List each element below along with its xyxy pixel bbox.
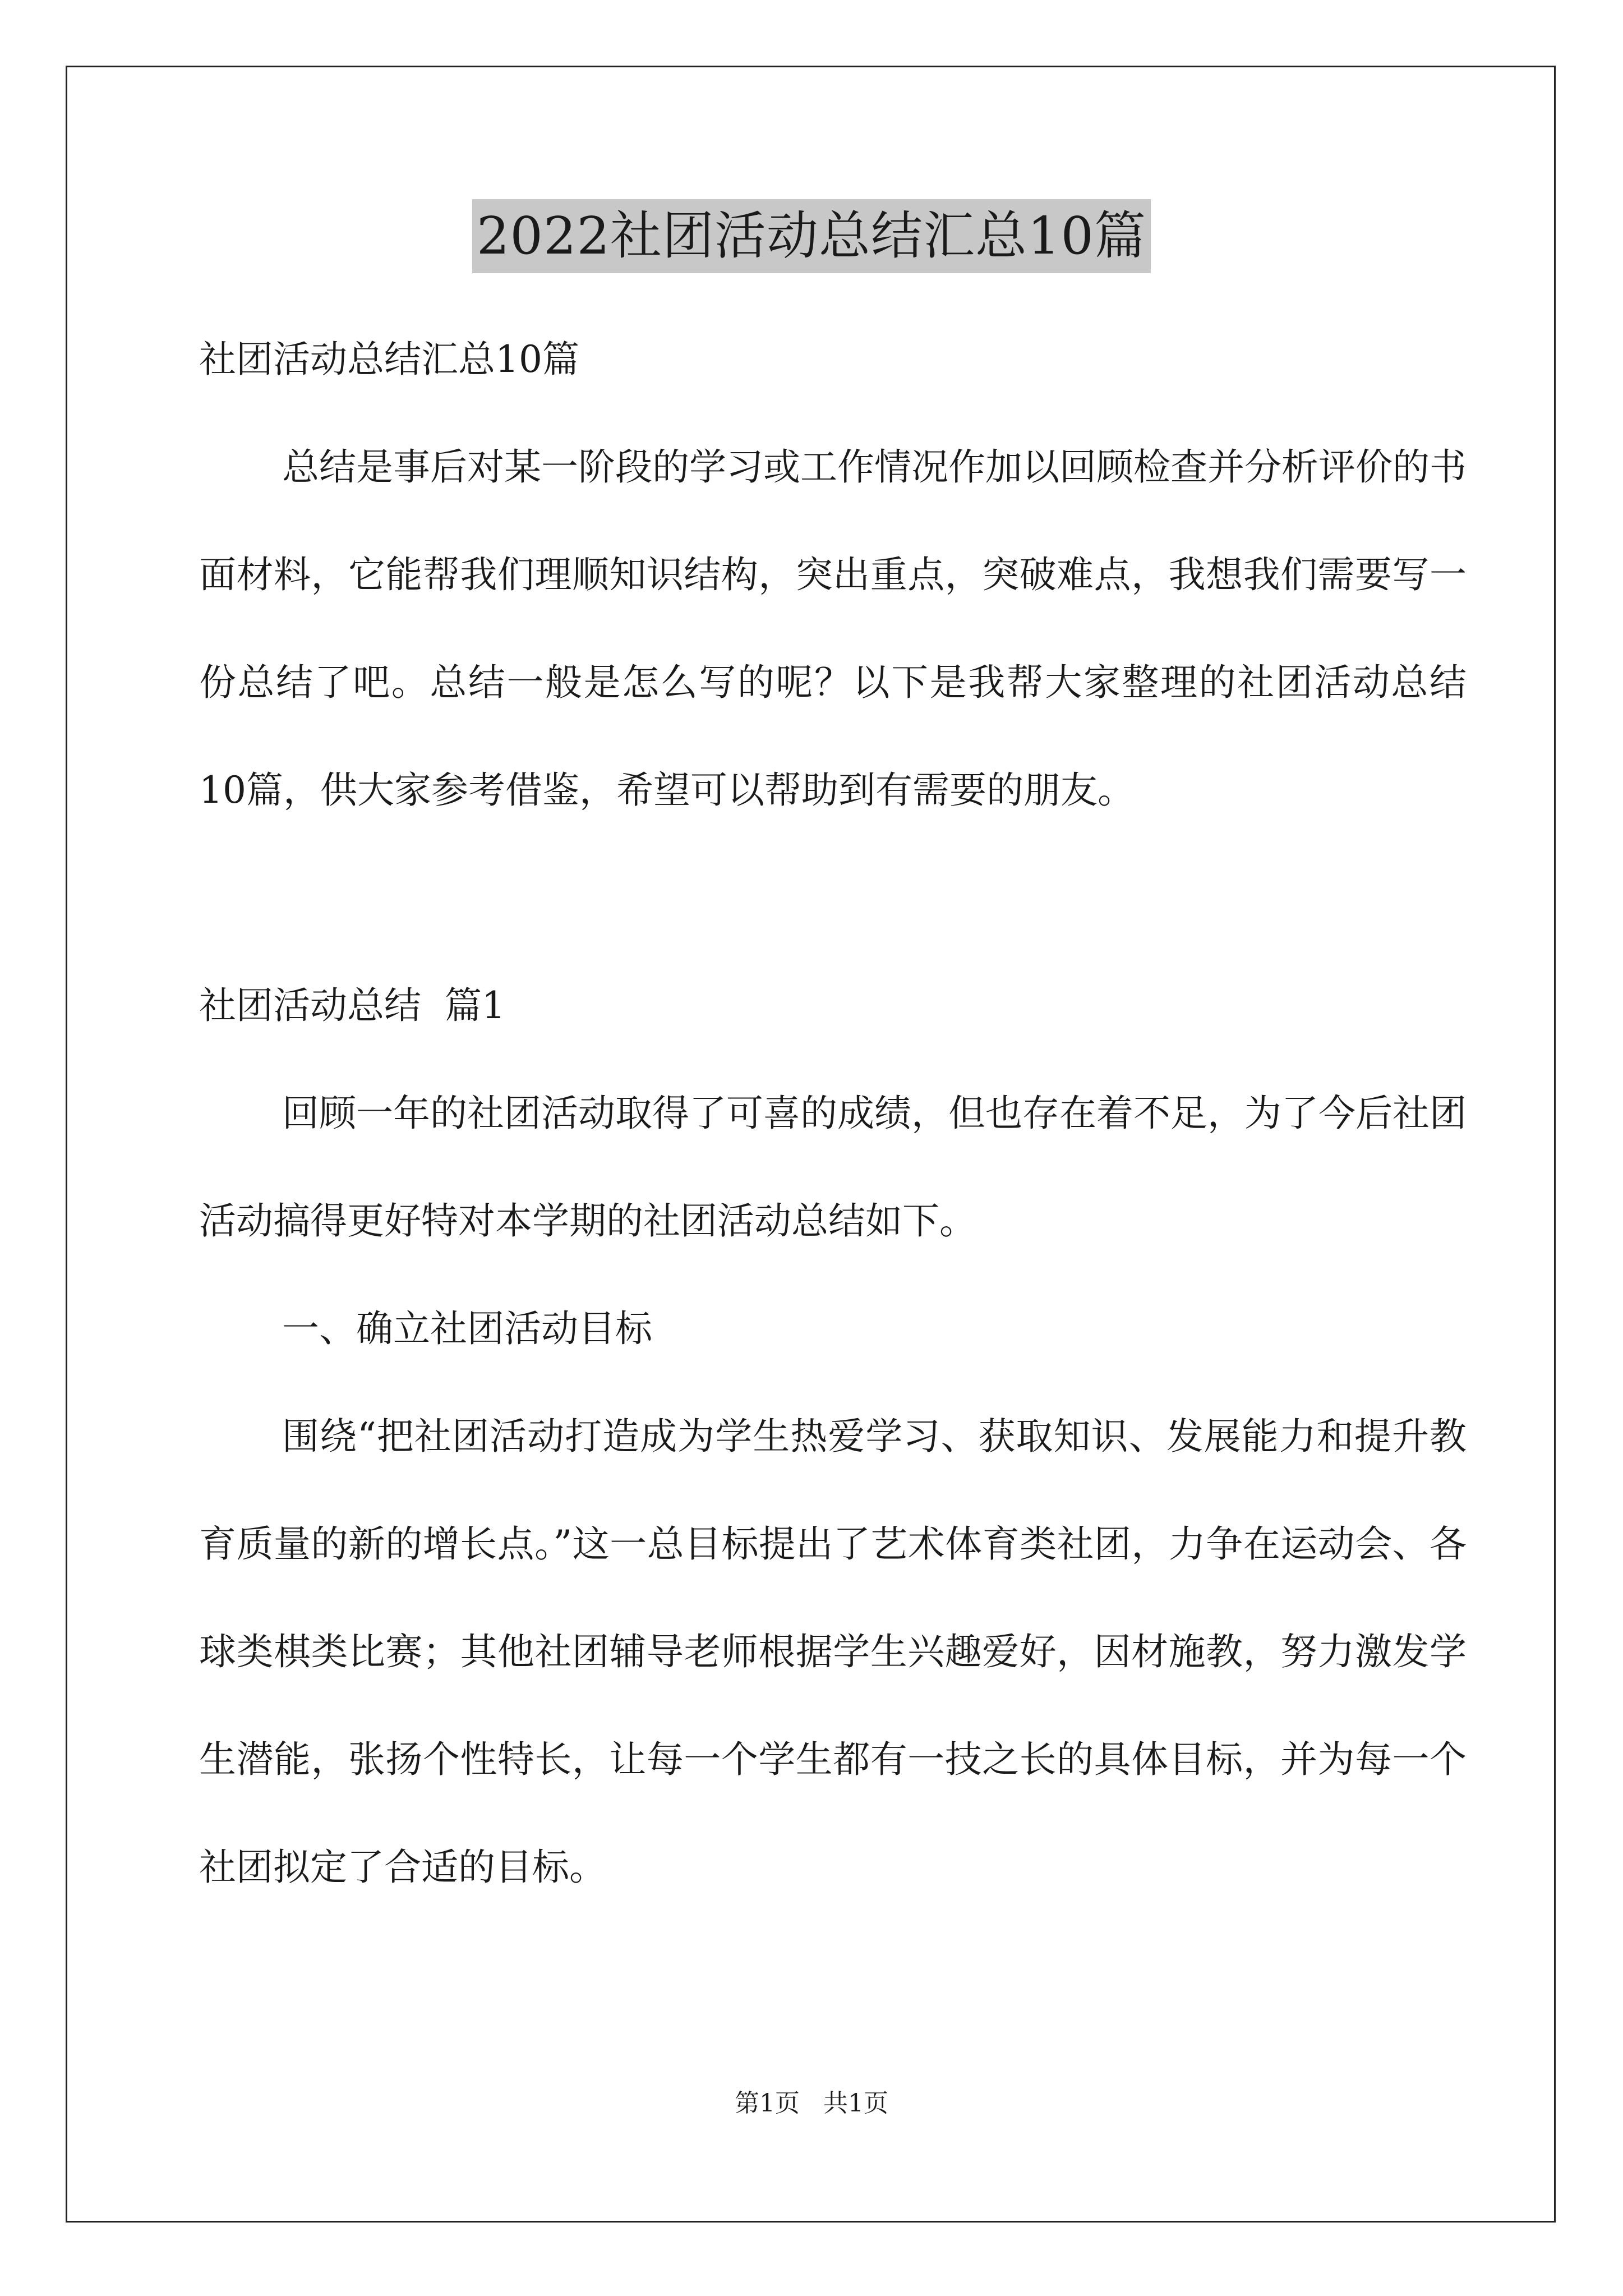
- document-body: [199, 306, 1467, 1921]
- body-paragraph-2: 围绕“把社团活动打造成为学生热爱学习、获取知识、发展能力和提升教育质量的新的增长点。”这一总目标提出了艺术体育类社团，力争在运动会、各球类棋类比赛；其他社团辅导老师根据学生兴趣爱好，因材施教，努力激发学生潜能，张扬个性特长，让每一个学生都有一技之长的具体目标，并为每一个社团拟定了合适的目标。: [199, 1415, 1467, 1889]
- intro-paragraph: 总结是事后对某一阶段的学习或工作情况作加以回顾检查并分析评价的书面材料，它能帮我们理顺知识结构，突出重点，突破难点，我想我们需要写一份总结了吧。总结一般是怎么写的呢？以下是我帮大家整理的社团活动总结10篇，供大家参考借鉴，希望可以帮助到有需要的朋友。: [199, 445, 1467, 812]
- paragraph-spacer: [199, 844, 1467, 952]
- document-title: 2022社团活动总结汇总10篇: [472, 199, 1151, 273]
- subheading-1: 一、确立社团活动目标: [282, 1307, 652, 1350]
- body-paragraph-1: 回顾一年的社团活动取得了可喜的成绩，但也存在着不足，为了今后社团活动搞得更好特对本学期的社团活动总结如下。: [199, 1092, 1467, 1243]
- page-footer: 第1页 共1页: [735, 2089, 888, 2118]
- title-container: [0, 199, 1623, 273]
- document-subtitle: 社团活动总结汇总10篇: [199, 338, 579, 381]
- section-heading: 社团活动总结 篇1: [199, 984, 505, 1027]
